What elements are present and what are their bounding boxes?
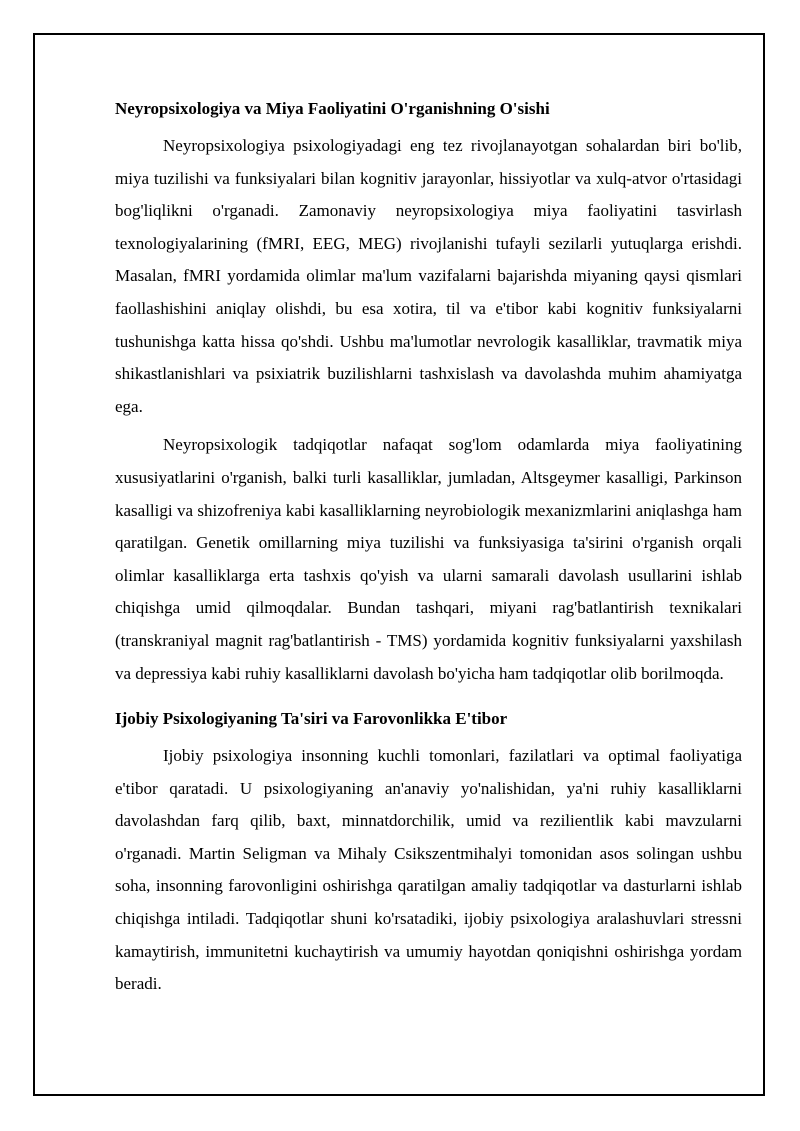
paragraph-positive-psychology-1: Ijobiy psixologiya insonning kuchli tomonlari, fazilatlari va optimal faoliyatiga e'tibor qaratadi. U psixologiyaning an'anaviy yo'nalishidan, ya'ni ruhiy kasalliklarni davolashdan farq qilib, baxt, minnatdorchilik, umid va rezilientlik kabi mavzularni o'rganadi. Martin Seligman va Mihaly Csikszentmihalyi tomonidan asos solingan ushbu soha, insonning farovonligini oshirishga qaratilgan amaliy tadqiqotlar va dasturlarni ishlab chiqishga intiladi. Tadqiqotlar shuni ko'rsatadiki, ijobiy psixologiya aralashuvlari stressni kamaytirish, immunitetni kuchaytirish va umumiy hayotdan qoniqishni oshirishga yordam beradi. bbox=[115, 746, 742, 994]
paragraph-neuropsychology-2: Neyropsixologik tadqiqotlar nafaqat sog'lom odamlarda miya faoliyatining xususiyatlarini o'rganish, balki turli kasalliklar, jumladan, Altsgeymer kasalligi, Parkinson kasalligi va shizofreniya kabi kasalliklarning neyrobiologik mexanizmlarini aniqlashga ham qaratilgan. Genetik omillarning miya tuzilishi va funksiyasiga ta'sirini o'rganish orqali olimlar kasalliklarga erta tashxis qo'yish va ularni samarali davolash usullarini ishlab chiqishga umid qilmoqdalar. Bundan tashqari, miyani rag'batlantirish texnikalari (transkraniyal magnit rag'batlantirish - TMS) yordamida kognitiv funksiyalarni yaxshilash va depressiya kabi ruhiy kasalliklarni davolash bo'yicha ham tadqiqotlar olib borilmoqda. bbox=[115, 435, 742, 683]
document-body bbox=[115, 93, 742, 1007]
section-heading-neuropsychology: Neyropsixologiya va Miya Faoliyatini O'rganishning O'sishi bbox=[115, 99, 550, 118]
section-heading-positive-psychology: Ijobiy Psixologiyaning Ta'siri va Farovonlikka E'tibor bbox=[115, 709, 508, 729]
paragraph-neuropsychology-1: Neyropsixologiya psixologiyadagi eng tez rivojlanayotgan sohalardan biri bo'lib, miya tuzilishi va funksiyalari bilan kognitiv jarayonlar, hissiyotlar va xulq-atvor o'rtasidagi bog'liqlikni o'rganadi. Zamonaviy neyropsixologiya miya faoliyatini tasvirlash texnologiyalarining (fMRI, EEG, MEG) rivojlanishi tufayli sezilarli yutuqlarga erishdi. Masalan, fMRI yordamida olimlar ma'lum vazifalarni bajarishda miyaning qaysi qismlari faollashishini aniqlay olishdi, bu esa xotira, til va e'tibor kabi kognitiv funksiyalarni tushunishga katta hissa qo'shdi. Ushbu ma'lumotlar nevrologik kasalliklar, travmatik miya shikastlanishlari va psixiatrik buzilishlarni tashxislash va davolashda muhim ahamiyatga ega. bbox=[115, 136, 742, 416]
